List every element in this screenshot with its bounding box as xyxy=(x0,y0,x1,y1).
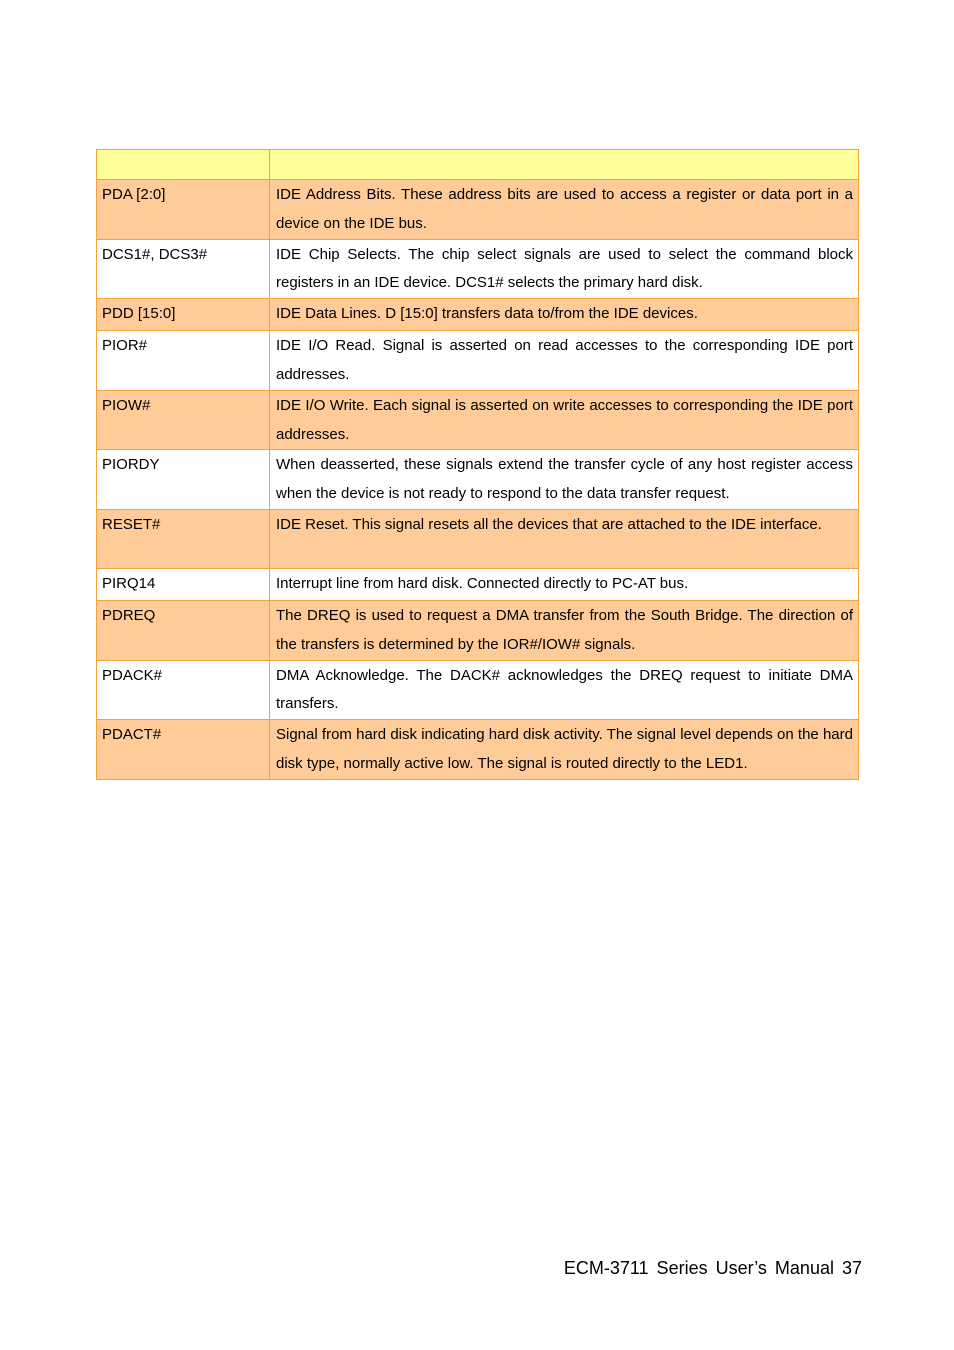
signal-description: IDE Data Lines. D [15:0] transfers data to/from the IDE devices. xyxy=(270,299,859,331)
signal-description: DMA Acknowledge. The DACK# acknowledges the DREQ request to initiate DMA transfers. xyxy=(270,660,859,720)
table-row xyxy=(97,600,859,660)
table-row xyxy=(97,390,859,450)
table-row xyxy=(97,331,859,391)
signal-name: PDREQ xyxy=(97,600,270,660)
table-header-row xyxy=(97,150,859,180)
signal-name: PIOR# xyxy=(97,331,270,391)
table-row xyxy=(97,660,859,720)
signal-name: PDACK# xyxy=(97,660,270,720)
table-row xyxy=(97,568,859,600)
signal-name: PDA [2:0] xyxy=(97,180,270,240)
signal-description: IDE I/O Write. Each signal is asserted on write accesses to corresponding the IDE port addresses. xyxy=(270,390,859,450)
signal-description: IDE Chip Selects. The chip select signals are used to select the command block registers in an IDE device. DCS1# selects the primary hard disk. xyxy=(270,239,859,299)
signal-name: PDD [15:0] xyxy=(97,299,270,331)
signal-description-table xyxy=(96,149,859,780)
signal-name: DCS1#, DCS3# xyxy=(97,239,270,299)
table-row xyxy=(97,450,859,510)
table-row xyxy=(97,299,859,331)
signal-description: IDE I/O Read. Signal is asserted on read accesses to the corresponding IDE port addresses. xyxy=(270,331,859,391)
table-row xyxy=(97,180,859,240)
table-row xyxy=(97,720,859,780)
signal-name: PIOW# xyxy=(97,390,270,450)
signal-description: Signal from hard disk indicating hard disk activity. The signal level depends on the hard disk type, normally active low. The signal is routed directly to the LED1. xyxy=(270,720,859,780)
signal-description: Interrupt line from hard disk. Connected directly to PC-AT bus. xyxy=(270,568,859,600)
signal-description: IDE Reset. This signal resets all the devices that are attached to the IDE interface. xyxy=(270,509,859,568)
page-footer: ECM-3711 Series User’s Manual 37 xyxy=(563,1258,862,1278)
signal-description: When deasserted, these signals extend the transfer cycle of any host register access when the device is not ready to respond to the data transfer request. xyxy=(270,450,859,510)
table-row xyxy=(97,239,859,299)
signal-name: RESET# xyxy=(97,509,270,568)
table-row xyxy=(97,509,859,568)
signal-name: PIORDY xyxy=(97,450,270,510)
header-cell-description xyxy=(270,150,859,180)
signal-description: IDE Address Bits. These address bits are used to access a register or data port in a device on the IDE bus. xyxy=(270,180,859,240)
signal-name: PIRQ14 xyxy=(97,568,270,600)
signal-description: The DREQ is used to request a DMA transfer from the South Bridge. The direction of the transfers is determined by the IOR#/IOW# signals. xyxy=(270,600,859,660)
signal-name: PDACT# xyxy=(97,720,270,780)
header-cell-signal xyxy=(97,150,270,180)
